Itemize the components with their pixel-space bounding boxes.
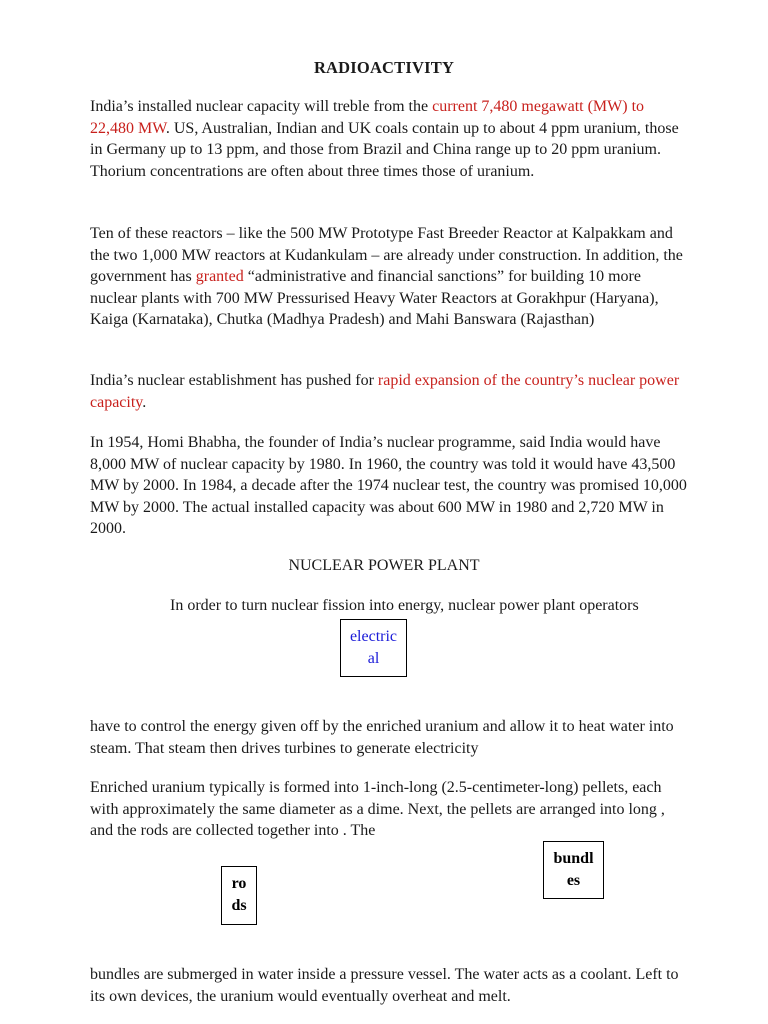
highlighted-text: granted (195, 268, 244, 286)
paragraph-history: In 1954, Homi Bhabha, the founder of India’s nuclear programme, said India would have 8,000 MW of nuclear capacity by 1980. In 1960, the country was told it would have 43,500 MW by 2000. In 1984, a decade after the 1974 nuclear test, the country was promised 10,000 MW by 2000. The actual installed capacity was about 600 MW in 1980 and 2,720 MW in 2000. (90, 434, 687, 538)
text-box-line: ro (231, 875, 247, 892)
paragraph-capacity (90, 96, 690, 182)
paragraph-text: “administrative and financial sanctions” for building 10 more nuclear plants with 700 MW Pressurised Heavy Water Reactors at Gorakhpur (Haryana), Kaiga (Karnataka), Chutka (Madhya Pradesh) and Mahi Banswara (Rajasthan) (90, 268, 659, 329)
page-title: RADIOACTIVITY (313, 58, 455, 77)
paragraph-pellets: Enriched uranium typically is formed into 1-inch-long (2.5-centimeter-long) pellets, each with approximately the same diameter as a dime. Next, the pellets are arranged into long , and the rods are collected together into . The (90, 779, 665, 840)
section-heading: NUCLEAR POWER PLANT (288, 557, 480, 574)
text-box-line: es (566, 872, 581, 889)
text-box-bundles (543, 841, 604, 899)
highlighted-text: current 7,480 megawatt (MW) to 22,480 MW (90, 98, 645, 137)
paragraph-bundles: bundles are submerged in water inside a pressure vessel. The water acts as a coolant. Left to its own devices, the uranium would eventually overheat and melt. (90, 966, 679, 1005)
text-box-rods (221, 866, 257, 925)
paragraph-text: . US, Australian, Indian and UK coals contain up to about 4 ppm uranium, those in Germany up to 13 ppm, and those from Brazil and China range up to 20 ppm uranium. Thorium concentrations are often about three times those of uranium. (90, 119, 679, 180)
text-box-line: bundl (553, 850, 594, 867)
paragraph-text: . (142, 393, 147, 411)
paragraph-text: India’s nuclear establishment has pushed for (90, 372, 378, 389)
text-box-line: electric (349, 628, 398, 645)
text-box-line: ds (231, 897, 247, 914)
text-box-line: al (367, 650, 380, 667)
highlighted-text: rapid expansion of the country’s nuclear power capacity (90, 372, 680, 411)
paragraph-steam: have to control the energy given off by the enriched uranium and allow it to heat water into steam. That steam then drives turbines to generate electricity (90, 718, 674, 757)
paragraph-text: Ten of these reactors – like the 500 MW Prototype Fast Breeder Reactor at Kalpakkam and the two 1,000 MW reactors at Kudankulam – are already under construction. In addition, the government has (90, 225, 683, 286)
paragraph-text: India’s installed nuclear capacity will treble from the (90, 98, 433, 115)
paragraph-intro-line: In order to turn nuclear fission into energy, nuclear power plant operators (170, 597, 639, 614)
paragraph-expansion (90, 370, 690, 413)
text-box-electrical (340, 619, 407, 677)
paragraph-reactors (90, 223, 690, 331)
